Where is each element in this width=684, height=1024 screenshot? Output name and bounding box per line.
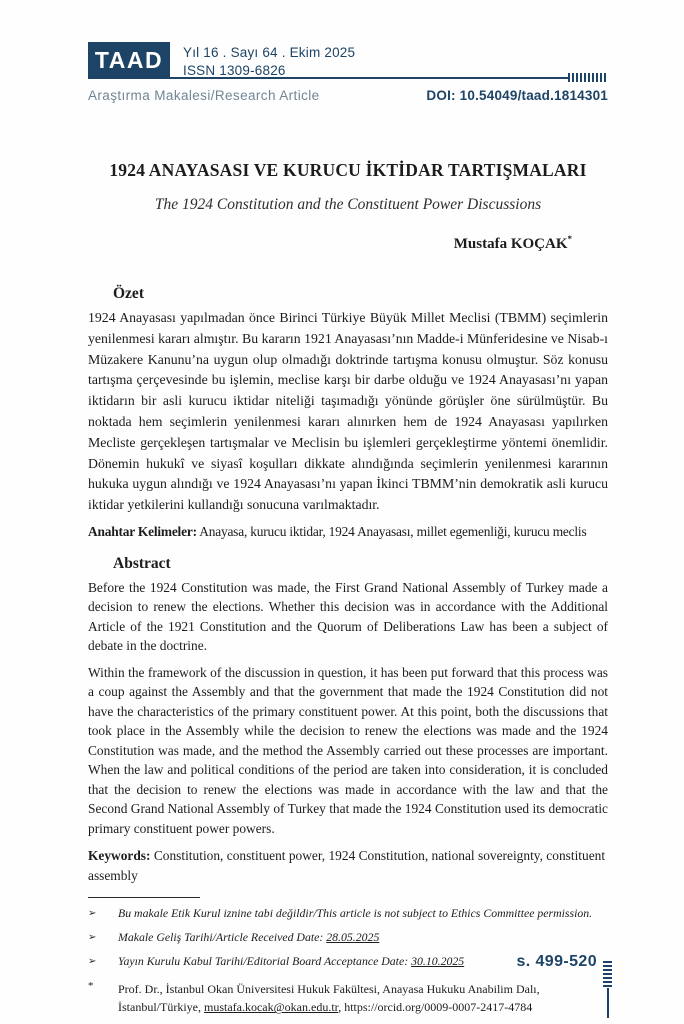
article-title-tr: 1924 ANAYASASI VE KURUCU İKTİDAR TARTIŞMALARI [109, 160, 587, 180]
arrow-bullet-icon: ➢ [88, 932, 97, 944]
article-type-label: Araştırma Makalesi/Research Article [88, 88, 320, 103]
section-heading-abstract: Abstract [113, 554, 171, 572]
issue-info [183, 44, 355, 79]
keywords-label: Keywords: [88, 848, 151, 864]
email-link[interactable]: mustafa.kocak@okan.edu.tr [203, 1000, 339, 1015]
issn-line: ISSN 1309-6826 [183, 62, 286, 78]
page-range-label: s. 499-520 [516, 953, 597, 970]
footnote-text-body: Bu makale Etik Kurul iznine tabi değildir/This article is not subject to Ethics Committee permission. [118, 906, 593, 921]
abstract-paragraph-2: Within the framework of the discussion in question, it has been put forward that this process was a coup against the Assembly and that the government that made the 1924 Constitution did not have the characteristics of the primary constituent power. At this point, both the discussions that took place in the Assembly while the decision to renew the elections was made and the 1924 Constitution was made, and the method the Assembly carried out these processes are important. When the law and political conditions of the period are taken into consideration, it is concluded that the decision to renew the elections was made in accordance with the law and that the Second Grand National Assembly of Turkey that made the 1924 Constitution used its democratic primary constituent power powers. [88, 664, 608, 836]
affiliation-text-body: Prof. Dr., İstanbul Okan Üniversitesi Hukuk Fakültesi, Anayasa Hukuku Anabilim Dalı, İstanbul/Türkiye, [118, 982, 540, 1015]
author-line [88, 234, 608, 253]
journal-logo [88, 42, 170, 79]
article-title-en: The 1924 Constitution and the Constituent Power Discussions [154, 196, 542, 213]
tick-marks-vertical-icon [603, 961, 612, 988]
keywords-text: Constitution, constituent power, 1924 Constitution, national sovereignty, constituent assembly [88, 848, 606, 883]
footnote-text [118, 953, 464, 970]
arrow-bullet-icon: ➢ [88, 956, 97, 968]
affiliation-text [118, 980, 608, 1016]
issue-line: Yıl 16 . Sayı 64 . Ekim 2025 [183, 45, 356, 60]
footnote-text-body: Yayın Kurulu Kabul Tarihi/Editorial Board Acceptance Date: [118, 954, 412, 969]
footer-vertical-rule [607, 988, 609, 1018]
footnote-text [118, 929, 379, 946]
article-content [88, 160, 608, 1016]
footnote-text [118, 905, 592, 922]
abstract-paragraph-1: Before the 1924 Constitution was made, the First Grand National Assembly of Turkey made a decision to renew the elections. Whether this decision was in accordance with the Additional Article of the 1921 Constitution and the Quorum of Deliberations Law has been a subject of debate in the doctrine. [88, 579, 608, 654]
journal-logo-text: TAAD [94, 47, 164, 73]
footnote-separator [88, 897, 200, 898]
anahtar-kelimeler-label: Anahtar Kelimeler: [88, 523, 197, 539]
doi-label: DOI: 10.54049/taad.1814301 [426, 88, 608, 103]
anahtar-kelimeler-text: Anayasa, kurucu iktidar, 1924 Anayasası, millet egemenliği, kurucu meclis [196, 523, 587, 539]
anahtar-kelimeler-line [88, 524, 608, 540]
section-heading-ozet: Özet [113, 285, 144, 302]
author-name: Mustafa KOÇAK [453, 236, 568, 252]
footnote-text-body: Makale Geliş Tarihi/Article Received Date: [118, 930, 327, 945]
header-rule [88, 77, 568, 79]
footnote-date: 28.05.2025 [326, 930, 380, 945]
keywords-line [88, 846, 608, 885]
ozet-paragraph: 1924 Anayasası yapılmadan önce Birinci Türkiye Büyük Millet Meclisi (TBMM) seçimlerin yenilenmesi kararı almıştır. Bu kararın 1921 Anayasası’nın Madde-i Münferidesine ve Nisab-ı Müzakere Kanunu’na uygun olup olmadığı doktrinde tartışma konusu olmuştur. Söz konusu tartışma çerçevesinde bu işlemin, meclise karşı bir darbe olduğu ve 1924 Anayasası’nı yapan iktidarın bir asli kurucu iktidar niteliği taşımadığı yönünde görüşler öne sürülmüştür. Bu noktada hem seçimlerin yenilenmesi kararı alınırken hem de 1924 Anayasası yapılırken Mecliste gerçekleşen tartışmalar ve Meclisin bu işlemleri gerçekleştirme yöntemi önemlidir. Dönemin hukukî ve siyasî koşulları dikkate alındığında seçimlerin yenilenmesi kararının hukuka uygun alındığı ve 1924 Anayasası’nı yapan İkinci TBMM’nin demokratik asli kurucu iktidar yetkilerini kullandığı sonucuna varılmaktadır. [88, 310, 608, 513]
asterisk-mark: * [88, 980, 94, 993]
arrow-bullet-icon: ➢ [88, 908, 97, 920]
article-meta-row [88, 88, 608, 103]
tick-marks-horizontal-icon [568, 73, 606, 82]
footnote-item-received [88, 929, 608, 946]
author-footnote-mark: * [567, 234, 572, 244]
footnote-date: 30.10.2025 [411, 954, 465, 969]
author-affiliation-note [88, 980, 608, 1016]
orcid-text[interactable]: , https://orcid.org/0009-0007-2417-4784 [338, 1000, 533, 1015]
footnote-item-ethics [88, 905, 608, 922]
